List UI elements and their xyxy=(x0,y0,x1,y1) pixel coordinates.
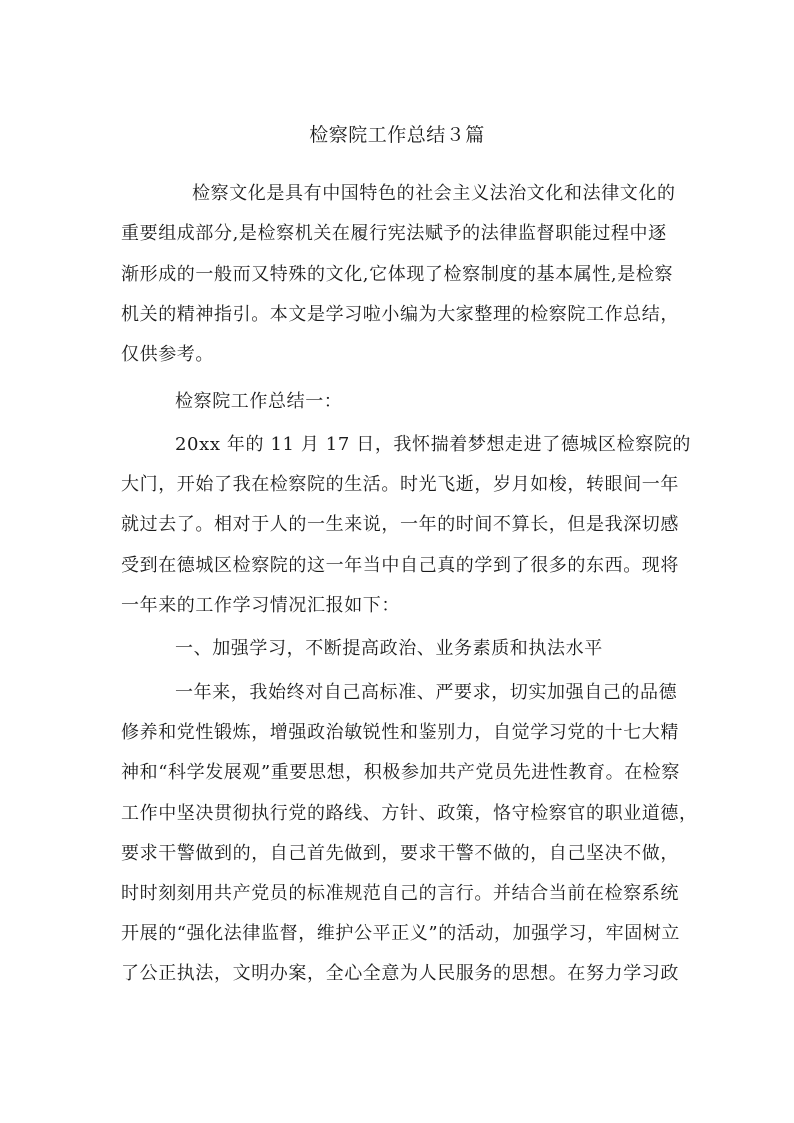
text-line-p1-1: 20xx 年的 11 月 17 日，我怀揣着梦想走进了德城区检察院的 xyxy=(175,434,692,455)
text-line-p2-8: 了公正执法，文明办案，全心全意为人民服务的思想。在努力学习政 xyxy=(121,963,679,984)
text-line-p1-3: 就过去了。相对于人的一生来说，一年的时间不算长，但是我深切感 xyxy=(121,514,679,535)
text-line-intro-2: 重要组成部分,是检察机关在履行宪法赋予的法律监督职能过程中逐 xyxy=(121,223,667,244)
text-line-p1-2: 大门，开始了我在检察院的生活。时光飞逝，岁月如梭，转眼间一年 xyxy=(121,474,679,495)
text-line-p1-5: 一年来的工作学习情况汇报如下： xyxy=(121,595,400,616)
text-line-intro-4: 机关的精神指引。本文是学习啦小编为大家整理的检察院工作总结， xyxy=(121,304,679,325)
text-line-p2-2: 修养和党性锻炼，增强政治敏锐性和鉴别力，自觉学习党的十七大精 xyxy=(121,722,679,743)
text-line-p2-6: 时时刻刻用共产党员的标准规范自己的言行。并结合当前在检察系统 xyxy=(121,883,679,904)
text-line-p2-3: 神和“科学发展观”重要思想，积极参加共产党员先进性教育。在检察 xyxy=(121,762,681,783)
text-line-p2-5: 要求干警做到的，自己首先做到，要求干警不做的，自己坚决不做， xyxy=(121,843,679,864)
document-title: 检察院工作总结３篇 xyxy=(309,124,485,146)
text-line-intro-5: 仅供参考。 xyxy=(121,344,214,365)
text-line-p1-4: 受到在德城区检察院的这一年当中自己真的学到了很多的东西。现将 xyxy=(121,555,679,576)
section-heading-one: 检察院工作总结一： xyxy=(175,391,343,412)
text-line-intro-3: 渐形成的一般而又特殊的文化,它体现了检察制度的基本属性,是检察 xyxy=(121,264,674,285)
subheading-study: 一、加强学习，不断提高政治、业务素质和执法水平 xyxy=(175,638,603,659)
text-line-p2-1: 一年来，我始终对自己高标准、严要求，切实加强自己的品德 xyxy=(175,682,678,703)
text-line-p2-4: 工作中坚决贯彻执行党的路线、方针、政策，恪守检察官的职业道德， xyxy=(121,803,698,824)
text-line-p2-7: 开展的“强化法律监督，维护公平正义”的活动，加强学习，牢固树立 xyxy=(121,923,681,944)
text-line-intro-1: 检察文化是具有中国特色的社会主义法治文化和法律文化的 xyxy=(192,183,676,204)
